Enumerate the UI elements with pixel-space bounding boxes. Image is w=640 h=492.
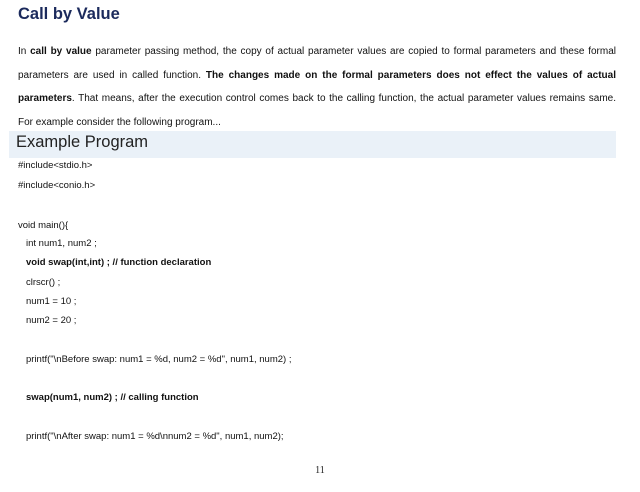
code-line: #include<conio.h> bbox=[18, 180, 96, 191]
code-line: num2 = 20 ; bbox=[26, 315, 77, 326]
code-line: clrscr() ; bbox=[26, 277, 61, 288]
paragraph-text-2: parameter passing method, the copy of actual parameter values are copied to formal parameters and these formal parameters are used in called function. bbox=[18, 46, 616, 81]
paragraph-bold-statement: The changes made on the formal parameters does not effect the values of actual parameters bbox=[18, 69, 616, 104]
page-title: Call by Value bbox=[18, 5, 120, 23]
code-line: num1 = 10 ; bbox=[26, 296, 77, 307]
example-heading: Example Program bbox=[16, 133, 149, 151]
code-line: void main(){ bbox=[18, 220, 69, 231]
paragraph-text-3: . That means, after the execution control comes back to the calling function, the actual parameter values remains same. For example consider the following program... bbox=[18, 93, 616, 128]
code-line: #include<stdio.h> bbox=[18, 160, 93, 171]
code-line: printf("\nAfter swap: num1 = %d\nnum2 = %d", num1, num2); bbox=[26, 431, 284, 442]
code-line: printf("\nBefore swap: num1 = %d, num2 = %d", num1, num2) ; bbox=[26, 354, 292, 365]
code-line: int num1, num2 ; bbox=[26, 238, 97, 249]
code-line-bold: swap(num1, num2) ; // calling function bbox=[26, 392, 199, 403]
paragraph-bold-term: call by value bbox=[30, 46, 92, 57]
page-number: 11 bbox=[315, 465, 325, 476]
paragraph-text-1: In bbox=[18, 46, 31, 57]
code-line-bold: void swap(int,int) ; // function declaration bbox=[26, 257, 212, 268]
